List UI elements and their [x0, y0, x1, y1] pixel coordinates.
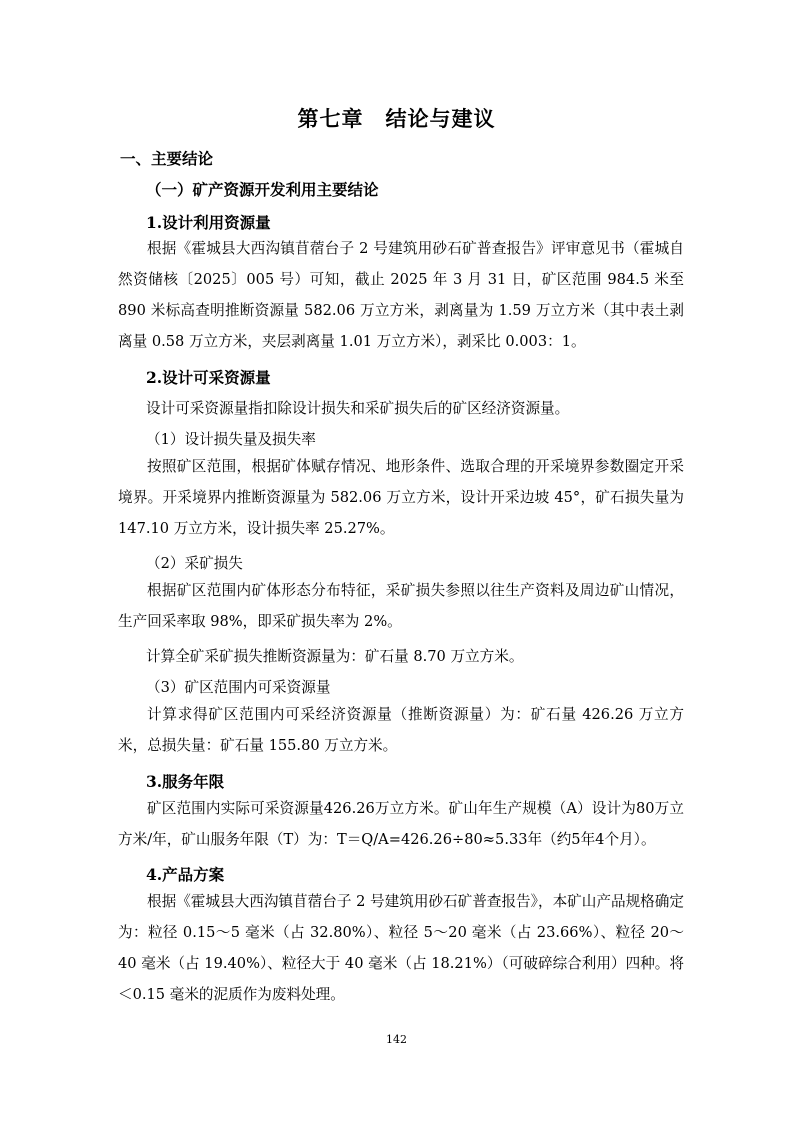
heading-design-resources: 1.设计利用资源量	[146, 213, 271, 232]
heading-service-life: 3.服务年限	[146, 772, 225, 791]
list-item-design-loss: （1）设计损失量及损失率	[146, 431, 316, 448]
paragraph-mining-loss: 根据矿区范围内矿体形态分布特征，采矿损失参照以往生产资料及周边矿山情况，生产回采率取 98%，即采矿损失率为 2%。	[118, 582, 684, 630]
subsection-heading: （一）矿产资源开发利用主要结论	[146, 180, 379, 199]
list-item-mining-loss: （2）采矿损失	[146, 555, 243, 572]
paragraph-design-loss: 按照矿区范围，根据矿体赋存情况、地形条件、选取合理的开采境界参数圈定开采境界。开采境界内推断资源量为 582.06 万立方米，设计开采边坡 45°，矿石损失量为 147.10 万立方米，设计损失率 25.27%。	[118, 458, 684, 537]
list-item-recoverable-in-area: （3）矿区范围内可采资源量	[146, 679, 331, 696]
paragraph-service-life: 矿区范围内实际可采资源量426.26万立方米。矿山年生产规模（A）设计为80万立方米/年，矿山服务年限（T）为：T＝Q/A=426.26÷80≈5.33年（约5年4个月）。	[118, 800, 684, 848]
page-number: 142	[386, 1033, 407, 1046]
paragraph-recoverable-definition: 设计可采资源量指扣除设计损失和采矿损失后的矿区经济资源量。	[146, 400, 570, 417]
paragraph-recoverable-in-area: 计算求得矿区范围内可采经济资源量（推断资源量）为：矿石量 426.26 万立方米，总损失量：矿石量 155.80 万立方米。	[118, 706, 684, 754]
paragraph-design-resources: 根据《霍城县大西沟镇苜蓿台子 2 号建筑用砂石矿普查报告》评审意见书（霍城自然资储核〔2025〕005 号）可知，截止 2025 年 3 月 31 日，矿区范围 984.5 米至 890 米标高查明推断资源量 582.06 万立方米，剥离量为 1.59 万立方米（其中表土剥离量 0.58 万立方米，夹层剥离量 1.01 万立方米），剥采比 0.003：1。	[118, 240, 684, 350]
heading-product-plan: 4.产品方案	[146, 865, 225, 884]
paragraph-product-plan: 根据《霍城县大西沟镇苜蓿台子 2 号建筑用砂石矿普查报告》，本矿山产品规格确定为：粒径 0.15～5 毫米（占 32.80%）、粒径 5～20 毫米（占 23.66%）、粒径 20～40 毫米（占 19.40%）、粒径大于 40 毫米（占 18.21%）（可破碎综合利用）四种。将＜0.15 毫米的泥质作为废料处理。	[118, 893, 684, 1003]
chapter-title: 第七章 结论与建议	[297, 106, 496, 131]
paragraph-mining-loss-total: 计算全矿采矿损失推断资源量为：矿石量 8.70 万立方米。	[146, 648, 524, 665]
section-heading: 一、主要结论	[120, 149, 214, 168]
heading-recoverable-resources: 2.设计可采资源量	[146, 368, 271, 387]
